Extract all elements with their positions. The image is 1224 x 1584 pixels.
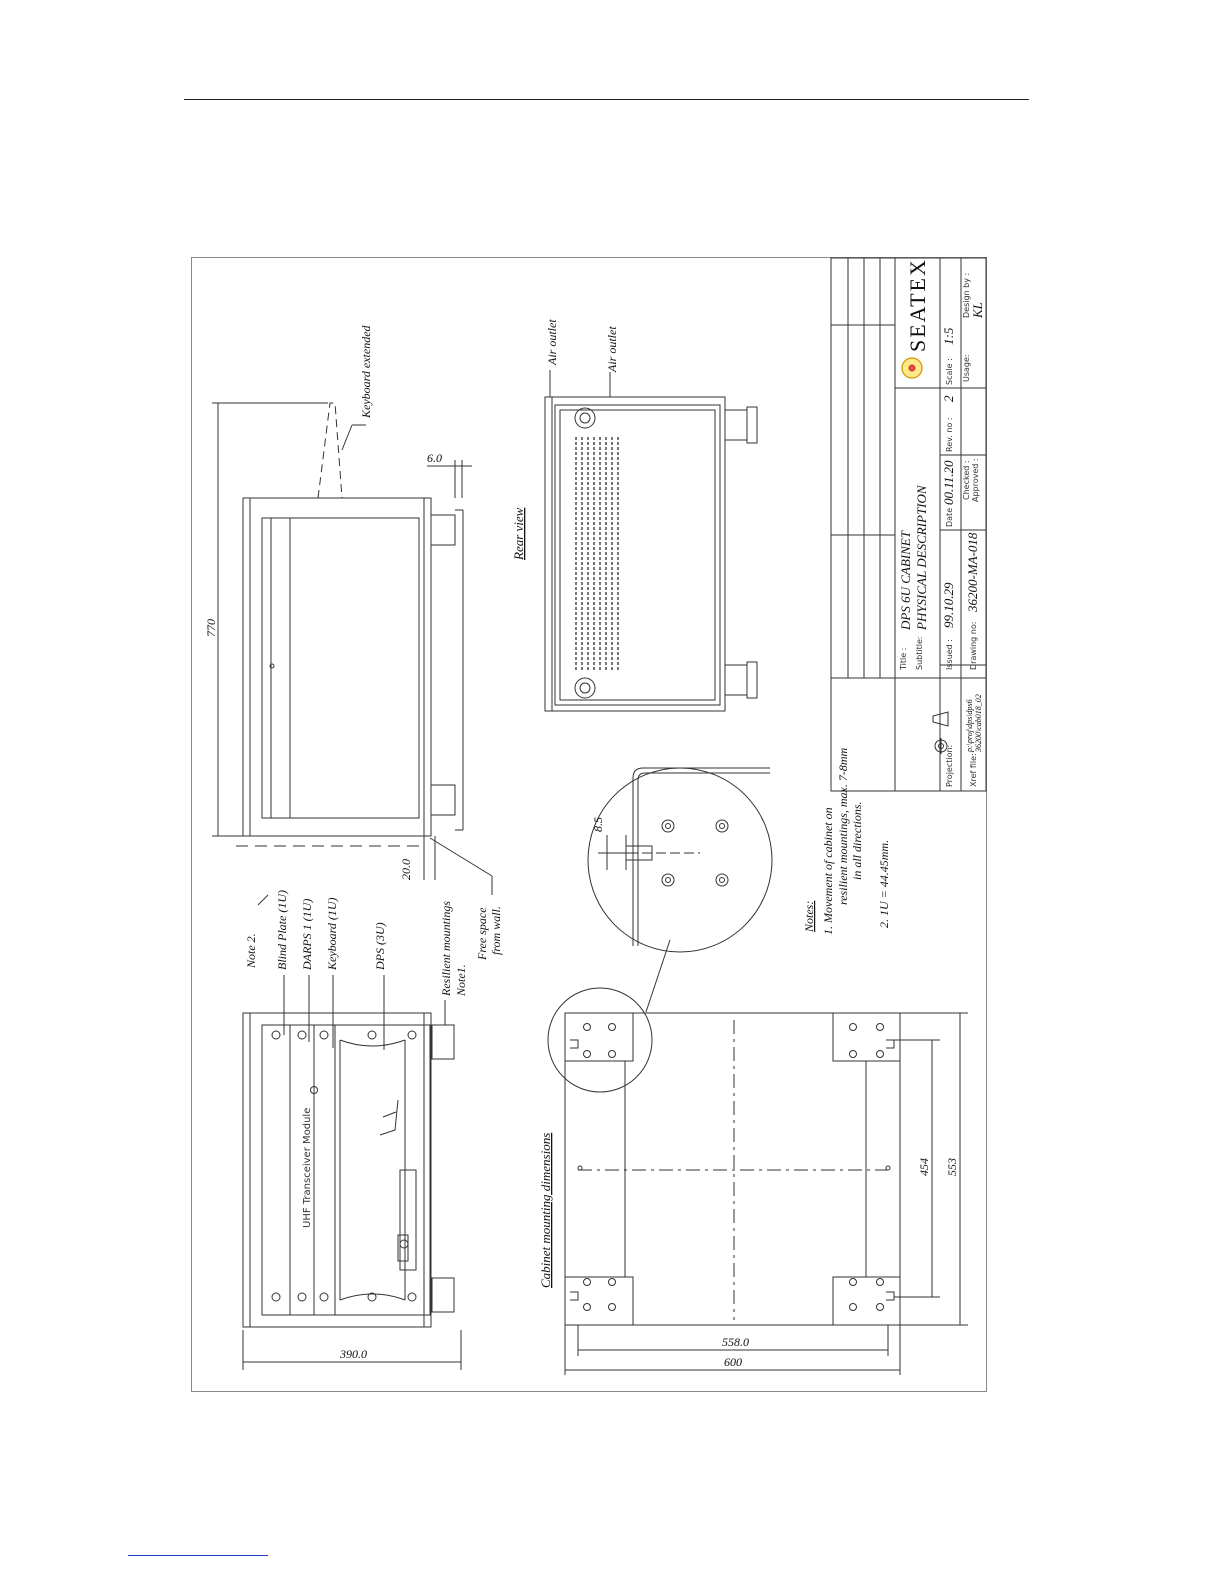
subtitle-label: Subtitle:	[915, 636, 924, 670]
projection-label: Projection:	[945, 744, 954, 787]
xref-value-1: p:\proj\dps\dps6	[965, 699, 974, 752]
detail-view	[588, 768, 772, 952]
scale-value: 1:5	[941, 327, 956, 345]
label-blind-plate: Blind Plate (1U)	[275, 890, 289, 970]
rev-label: Rev. no :	[945, 417, 954, 452]
design-by-label: Design by :	[962, 272, 971, 318]
rear-vent-grille	[576, 437, 618, 670]
drawing-no-label: Drawing no:	[969, 621, 978, 670]
brand-name: SEATEX	[905, 258, 930, 352]
date-label: Date :	[945, 502, 954, 527]
label-note2: Note 2.	[244, 933, 258, 968]
xref-value-2: 36200\cab018_02	[974, 694, 983, 752]
dim-770: 770	[204, 619, 218, 637]
rev-value: 2	[941, 395, 956, 402]
dim-20: 20.0	[399, 859, 413, 880]
scale-label: Scale :	[945, 358, 954, 385]
label-keyboard-extended: Keyboard extended	[359, 325, 373, 418]
label-air-outlet-side: Air outlet	[605, 326, 619, 372]
note-1-line-3: in all directions.	[850, 801, 864, 880]
checked-label: Checked :	[962, 460, 971, 500]
usage-label: Usage:	[962, 354, 971, 382]
side-view	[212, 403, 492, 895]
label-resilient-note1: Note1.	[454, 964, 468, 996]
drawing-no-value: 36200-MA-018	[965, 532, 980, 612]
label-rear-view: Rear view	[511, 507, 526, 560]
design-by-value: KL	[970, 302, 985, 318]
dim-600: 600	[724, 1355, 742, 1369]
xref-label: Xref file:	[969, 753, 978, 787]
label-free-space: Free space	[475, 907, 489, 960]
dim-553: 553	[945, 1158, 959, 1176]
dim-390: 390.0	[340, 1347, 367, 1361]
note-2: 2. 1U = 44.45mm.	[877, 839, 891, 928]
dim-558: 558.0	[722, 1335, 749, 1349]
brand-logo-icon	[902, 358, 922, 378]
label-darps: DARPS 1 (1U)	[300, 898, 314, 970]
dim-8-5: 8.5	[591, 817, 605, 832]
label-uhf-module: UHF Transceiver Module	[302, 1107, 313, 1228]
issued-value: 99.10.29	[941, 582, 956, 628]
footnote-rule	[128, 1555, 268, 1556]
dim-454: 454	[917, 1158, 931, 1176]
date-value: 00.11.20	[941, 460, 956, 505]
mounting-view	[548, 940, 968, 1375]
notes-heading: Notes:	[802, 900, 816, 932]
label-keyboard: Keyboard (1U)	[325, 897, 339, 970]
label-resilient-mountings: Resilient mountings	[439, 901, 453, 996]
note-1-line-1: 1. Movement of cabinet on	[821, 807, 835, 935]
label-cabinet-mounting: Cabinet mounting dimensions	[538, 1132, 553, 1288]
approved-label: Approved :	[971, 458, 980, 502]
note-1-line-2: resilient mountings, max. 7-8mm	[836, 747, 850, 905]
label-from-wall: from wall.	[489, 906, 503, 955]
label-dps: DPS (3U)	[373, 922, 387, 970]
title-value: DPS 6U CABINET	[898, 531, 913, 630]
title-label: Title :	[899, 647, 908, 670]
dim-6: 6.0	[427, 451, 442, 465]
issued-label: Issued :	[945, 638, 954, 670]
subtitle-value: PHYSICAL DESCRIPTION	[914, 485, 929, 630]
label-air-outlet-top: Air outlet	[545, 319, 559, 365]
